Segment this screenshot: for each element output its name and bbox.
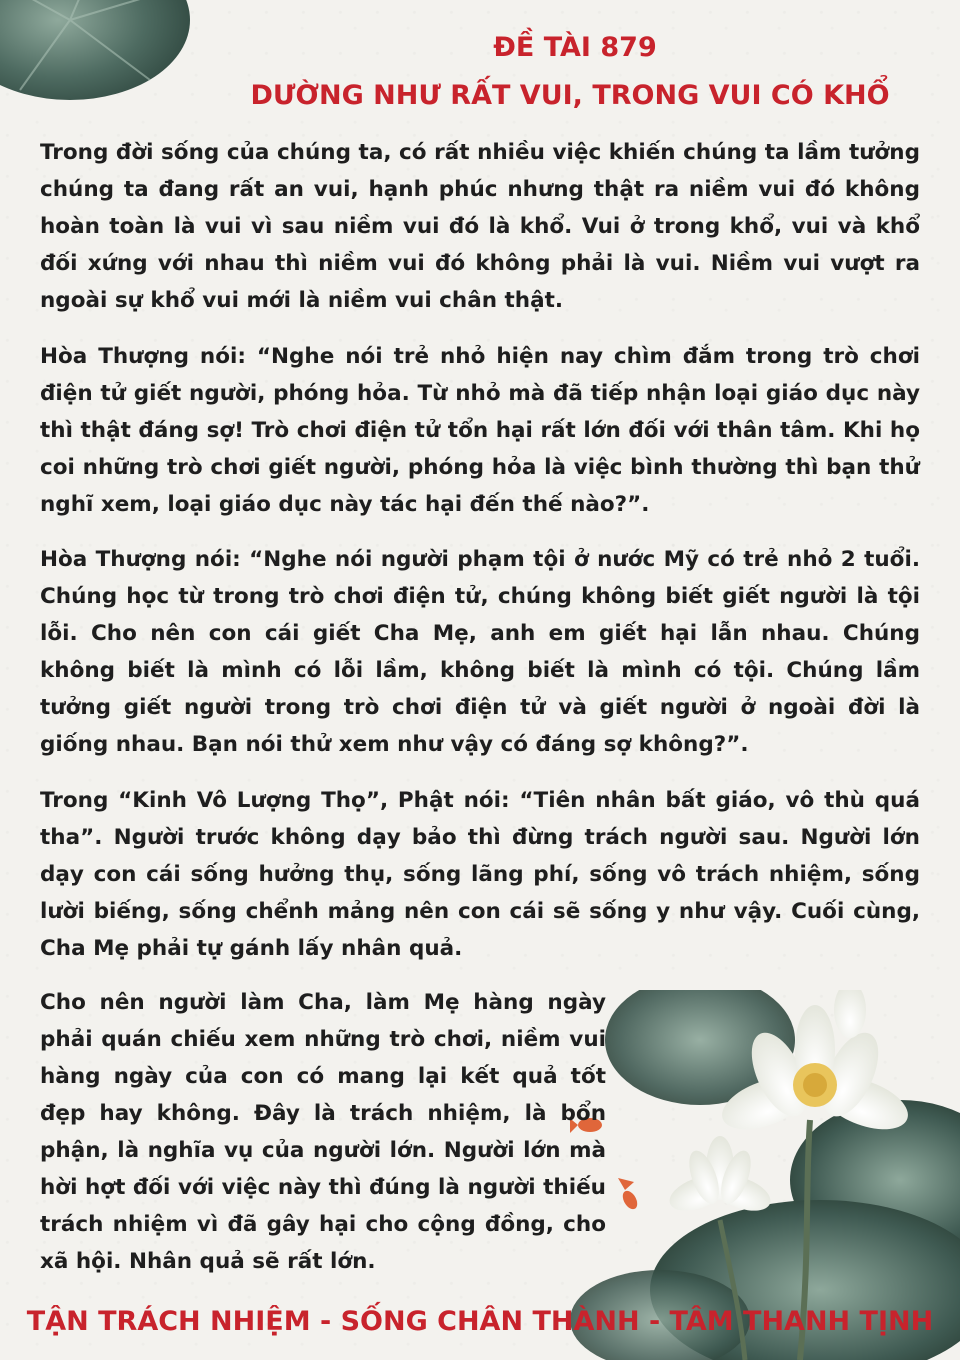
footer-motto: TẬN TRÁCH NHIỆM - SỐNG CHÂN THÀNH - TÂM THANH TỊNH — [26, 1306, 934, 1337]
paragraph: Hòa Thượng nói: “Nghe nói trẻ nhỏ hiện nay chìm đắm trong trò chơi điện tử giết người, phóng hỏa. Từ nhỏ mà đã tiếp nhận loại giáo dục này thì thật đáng sợ! Trò chơi điện tử tổn hại rất lớn đối với thân tâm. Khi họ coi những trò chơi giết người, phóng hỏa là việc bình thường thì bạn thử nghĩ xem, loại giáo dục này tác hại đến thế nào?”. — [40, 344, 920, 517]
paragraph: Trong “Kinh Vô Lượng Thọ”, Phật nói: “Tiên nhân bất giáo, vô thù quá tha”. Người trước không dạy bảo thì đừng trách người sau. Người lớn dạy con cái sống hưởng thụ, sống lãng phí, sống vô trách nhiệm, sống lười biếng, sống chểnh mảng nên con cái sẽ sống y như vậy. Cuối cùng, Cha Mẹ phải tự gánh lấy nhân quả. — [40, 788, 920, 961]
topic-number: ĐỀ TÀI 879 — [493, 32, 657, 63]
page-title: DƯỜNG NHƯ RẤT VUI, TRONG VUI CÓ KHỔ — [250, 80, 890, 111]
paragraph: Hòa Thượng nói: “Nghe nói người phạm tội ở nước Mỹ có trẻ nhỏ 2 tuổi. Chúng học từ trong trò chơi điện tử, chúng không biết giết người là tội lỗi. Cho nên con cái giết Cha Mẹ, anh em giết hại lẫn nhau. Chúng không biết là mình có lỗi lầm, không biết là mình có tội. Chúng lầm tưởng giết người trong trò chơi điện tử và giết người ở ngoài đời là giống nhau. Bạn nói thử xem như vậy có đáng sợ không?”. — [40, 547, 920, 757]
paragraph: Trong đời sống của chúng ta, có rất nhiều việc khiến chúng ta lầm tưởng chúng ta đang rất an vui, hạnh phúc nhưng thật ra niềm vui đó không hoàn toàn là vui vì sau niềm vui đó là khổ. Vui ở trong khổ, vui và khổ đối xứng với nhau thì niềm vui đó không phải là vui. Niềm vui vượt ra ngoài sự khổ vui mới là niềm vui chân thật. — [40, 140, 920, 313]
paragraph: Cho nên người làm Cha, làm Mẹ hàng ngày phải quán chiếu xem những trò chơi, niềm vui hàng ngày của con có mang lại kết quả tốt đẹp hay không. Đây là trách nhiệm, là bổn phận, là nghĩa vụ của người lớn. Người lớn mà hời hợt đối với việc này thì đúng là người thiếu trách nhiệm vì đã gây hại cho cộng đồng, cho xã hội. Nhân quả sẽ rất lớn. — [40, 990, 606, 1274]
